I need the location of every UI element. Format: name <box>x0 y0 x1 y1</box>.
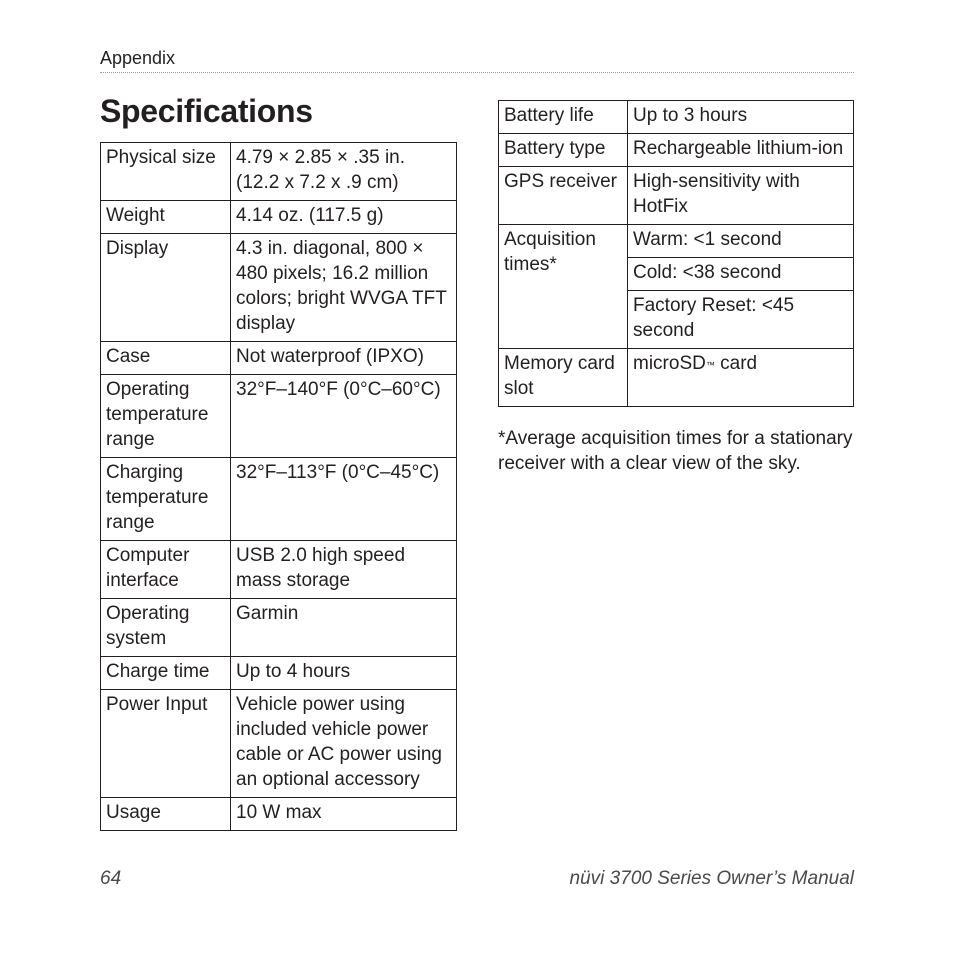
footnote: *Average acquisition times for a stationary receiver with a clear view of the sky. <box>498 428 853 474</box>
page-number: 64 <box>100 868 122 889</box>
table-row <box>499 225 854 258</box>
table-row <box>101 234 457 342</box>
spec-label: Acquisition times* <box>499 225 628 349</box>
table-row <box>101 143 457 201</box>
spec-label: Battery life <box>499 101 628 134</box>
spec-value: Factory Reset: <45 second <box>628 291 854 349</box>
table-row <box>101 798 457 831</box>
table-row <box>101 541 457 599</box>
table-row <box>499 134 854 167</box>
spec-value: Not waterproof (IPXO) <box>231 342 457 375</box>
spec-value: 10 W max <box>231 798 457 831</box>
page-title: Specifications <box>100 93 313 129</box>
table-row <box>499 349 854 407</box>
table-row <box>101 458 457 541</box>
spec-label: Operating system <box>101 599 231 657</box>
table-row <box>101 599 457 657</box>
memory-card-type: microSD <box>633 353 706 374</box>
spec-label: Usage <box>101 798 231 831</box>
battery-gps-table <box>498 100 854 407</box>
spec-label: Charging temperature range <box>101 458 231 541</box>
spec-value: Rechargeable lithium-ion <box>628 134 854 167</box>
spec-label: GPS receiver <box>499 167 628 225</box>
spec-label: Physical size <box>101 143 231 201</box>
spec-value: Up to 4 hours <box>231 657 457 690</box>
spec-value: High-sensitivity with HotFix <box>628 167 854 225</box>
table-row <box>499 101 854 134</box>
spec-value: USB 2.0 high speed mass storage <box>231 541 457 599</box>
spec-value: Up to 3 hours <box>628 101 854 134</box>
table-row <box>101 657 457 690</box>
specifications-table <box>100 142 457 831</box>
table-row <box>499 167 854 225</box>
spec-value: 32°F–113°F (0°C–45°C) <box>231 458 457 541</box>
table-row <box>101 201 457 234</box>
spec-label: Power Input <box>101 690 231 798</box>
spec-value: Cold: <38 second <box>628 258 854 291</box>
spec-value <box>628 349 854 407</box>
spec-value: Garmin <box>231 599 457 657</box>
spec-value: Vehicle power using included vehicle power cable or AC power using an optional accessory <box>231 690 457 798</box>
spec-label: Charge time <box>101 657 231 690</box>
spec-label: Operating temperature range <box>101 375 231 458</box>
spec-value: 32°F–140°F (0°C–60°C) <box>231 375 457 458</box>
header-divider <box>100 72 854 73</box>
spec-label: Display <box>101 234 231 342</box>
spec-label: Case <box>101 342 231 375</box>
section-header: Appendix <box>100 48 176 68</box>
spec-label: Weight <box>101 201 231 234</box>
memory-card-suffix: card <box>714 353 758 374</box>
spec-label: Battery type <box>499 134 628 167</box>
spec-label: Computer interface <box>101 541 231 599</box>
spec-value: 4.3 in. diagonal, 800 × 480 pixels; 16.2 million colors; bright WVGA TFT display <box>231 234 457 342</box>
spec-value: Warm: <1 second <box>628 225 854 258</box>
spec-value: 4.14 oz. (117.5 g) <box>231 201 457 234</box>
spec-value: 4.79 × 2.85 × .35 in. (12.2 x 7.2 x .9 cm) <box>231 143 457 201</box>
table-row <box>101 342 457 375</box>
trademark-symbol: ™ <box>705 360 715 370</box>
manual-title: nüvi 3700 Series Owner’s Manual <box>569 868 854 889</box>
table-row <box>101 690 457 798</box>
spec-label: Memory card slot <box>499 349 628 407</box>
table-row <box>101 375 457 458</box>
